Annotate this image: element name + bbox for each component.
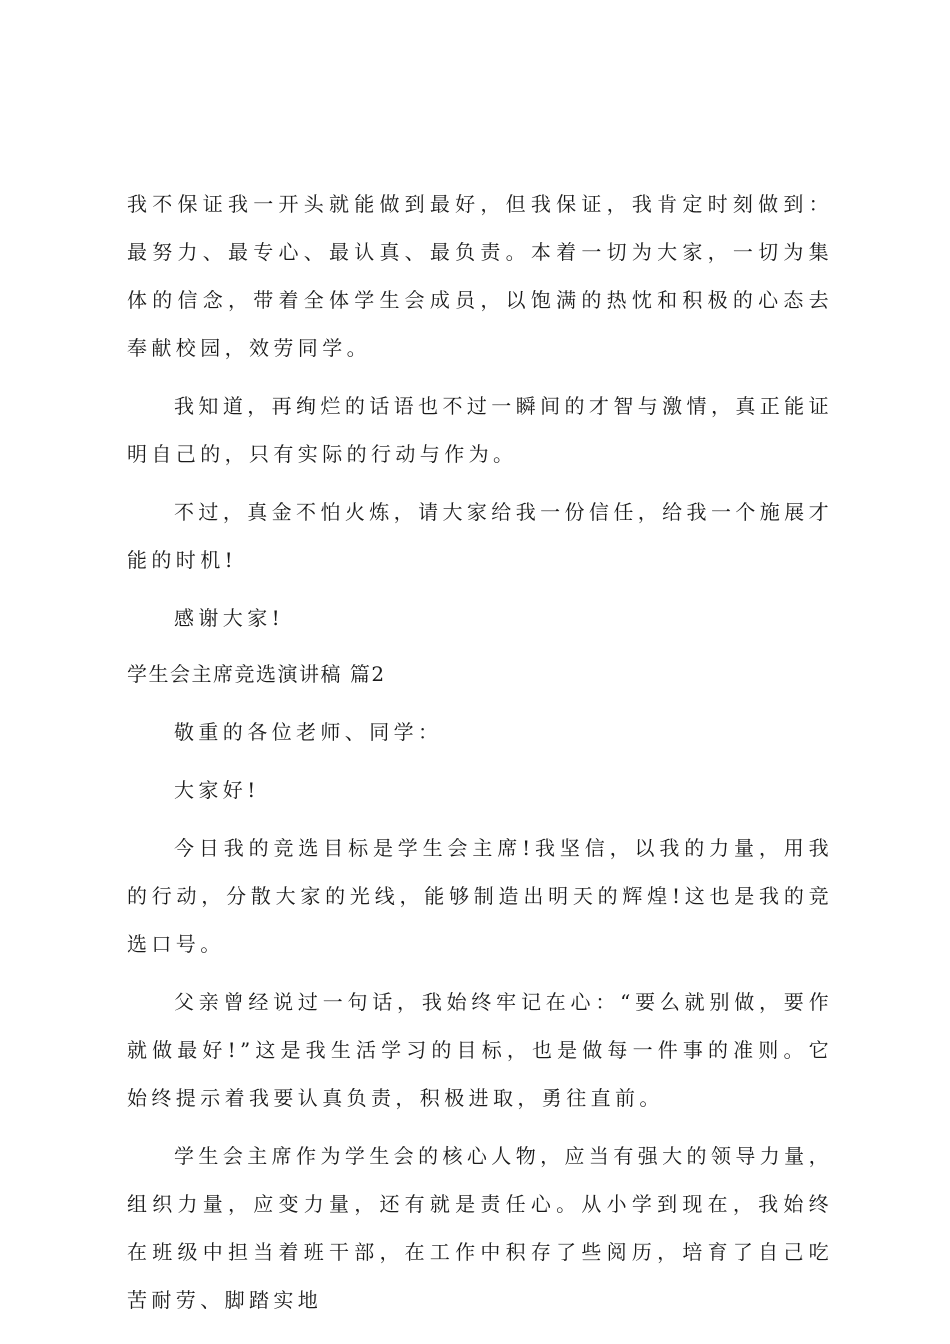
- section-heading: 学生会主席竞选演讲稿 篇2: [127, 662, 386, 686]
- paragraph-salutation: 敬重的各位老师、同学：: [174, 720, 443, 744]
- paragraph-father-quote: 父亲曾经说过一句话，我始终牢记在心：“要么就别做，要作就做最好!”这是我生活学习的目标，也是做每一件事的准则。它始终提示着我要认真负责，积极进取，勇往直前。: [127, 990, 833, 1110]
- document-body: [127, 180, 833, 1334]
- paragraph-trust: 不过，真金不怕火炼，请大家给我一份信任，给我一个施展才能的时机!: [127, 500, 833, 572]
- paragraph-thanks: 感谢大家!: [174, 606, 285, 630]
- paragraph-commitment: 我不保证我一开头就能做到最好，但我保证，我肯定时刻做到：最努力、最专心、最认真、最负责。本着一切为大家，一切为集体的信念，带着全体学生会成员，以饱满的热忱和积极的心态去奉献校园，效劳同学。: [127, 192, 833, 360]
- paragraph-experience: 学生会主席作为学生会的核心人物，应当有强大的领导力量，组织力量，应变力量，还有就是责任心。从小学到现在，我始终在班级中担当着班干部，在工作中积存了些阅历，培育了自己吃苦耐劳、脚踏实地: [127, 1144, 833, 1312]
- paragraph-action: 我知道，再绚烂的话语也不过一瞬间的才智与激情，真正能证明自己的，只有实际的行动与作为。: [127, 394, 833, 466]
- paragraph-greeting: 大家好!: [174, 778, 260, 802]
- paragraph-goal: 今日我的竞选目标是学生会主席!我坚信，以我的力量，用我的行动，分散大家的光线，能够制造出明天的辉煌!这也是我的竞选口号。: [127, 836, 833, 956]
